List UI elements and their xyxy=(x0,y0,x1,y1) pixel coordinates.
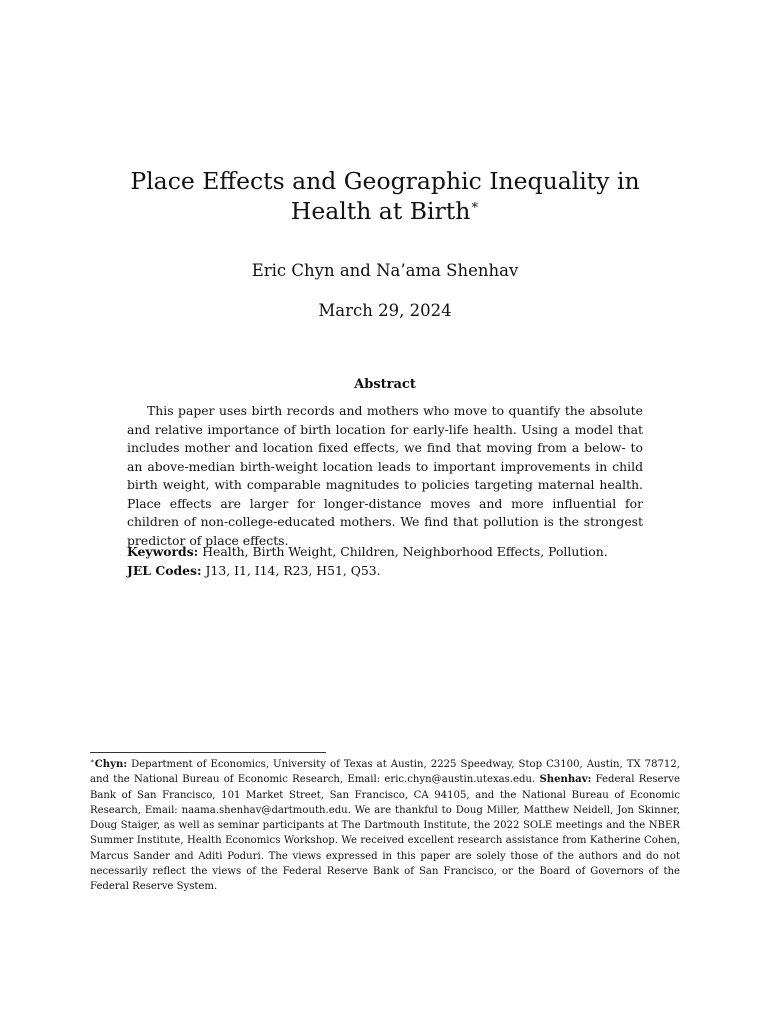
abstract-body: This paper uses birth records and mothers who move to quantify the absolute and relative importance of birth location for early-life health. Using a model that includes mother and location fixed effects, we find that moving from a below- to an above-median birth-weight location leads to important improvements in child birth weight, with comparable magnitudes to policies targeting maternal health. Place effects are larger for longer-distance moves and more influential for children of non-college-educated mothers. We find that pollution is the strongest predictor of place effects. xyxy=(127,403,643,548)
footnote-shenhav-text: Federal Reserve Bank of San Francisco, 101 Market Street, San Francisco, CA 94105, and the National Bureau of Economic Research, Email: naama.shenhav@dartmouth.edu. We are thankful to Doug Miller, Matthew Neidell, Jon Skinner, Doug Staiger, as well as seminar participants at The Dartmouth Institute, the 2022 SOLE meetings and the NBER Summer Institute, Health Economics Workshop. We received excellent research assistance from Katherine Cohen, Marcus Sander and Aditi Poduri. The views expressed in this paper are solely those of the authors and do not necessarily reflect the views of the Federal Reserve Bank of San Francisco, or the Board of Governors of the Federal Reserve System. xyxy=(90,774,680,893)
footnote-divider xyxy=(90,752,326,753)
keywords-block xyxy=(127,543,643,580)
author-list: Eric Chyn and Na’ama Shenhav xyxy=(251,261,519,280)
footnote-mark: ∗ xyxy=(90,757,95,765)
footnote-chyn-label: Chyn: xyxy=(94,759,128,770)
jel-codes-line xyxy=(127,562,643,581)
footnote-shenhav-label: Shenhav: xyxy=(539,774,592,786)
keywords-label: Keywords: xyxy=(127,544,199,559)
footnote-chyn-text: Department of Economics, University of Texas at Austin, 2225 Speedway, Stop C3100, Austin, TX 78712, and the National Bureau of Economic Research, Email: eric.chyn@austin.utexas.edu. xyxy=(90,759,680,786)
jel-codes-label: JEL Codes: xyxy=(127,562,202,578)
keywords-line xyxy=(127,543,643,562)
publication-date: March 29, 2024 xyxy=(318,301,452,320)
jel-codes-value: J13, I1, I14, R23, H51, Q53. xyxy=(205,562,381,578)
title-footnote-mark: ∗ xyxy=(470,198,480,213)
keywords-value: Health, Birth Weight, Children, Neighborhood Effects, Pollution. xyxy=(202,544,608,559)
paper-title-text: Place Effects and Geographic Inequality in Health at Birth xyxy=(130,167,640,225)
paper-title xyxy=(95,166,675,226)
abstract-heading: Abstract xyxy=(354,377,416,392)
title-footnote xyxy=(90,757,680,895)
